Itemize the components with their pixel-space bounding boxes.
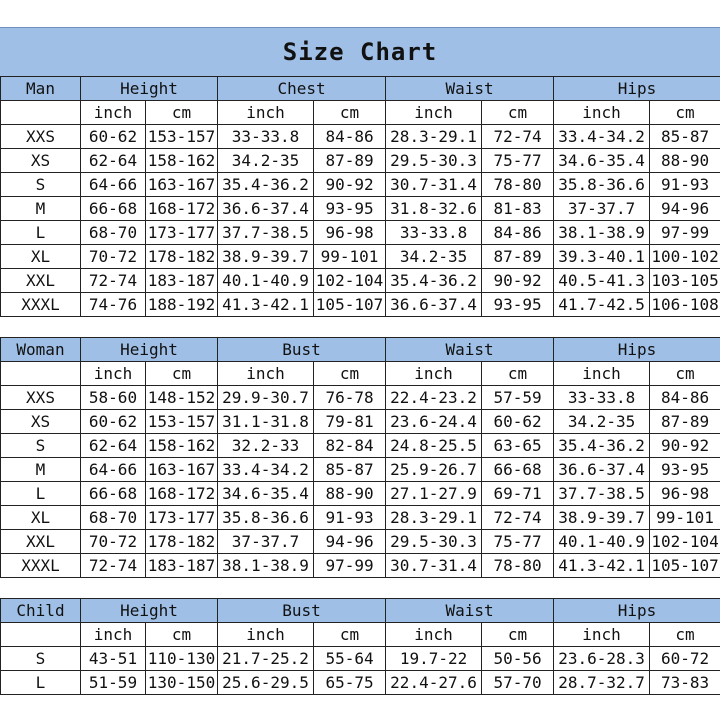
size-label: L (1, 482, 81, 506)
size-label: XL (1, 506, 81, 530)
measurement-cell: 60-62 (81, 125, 146, 149)
measurement-cell: 64-66 (81, 173, 146, 197)
size-row (1, 647, 720, 671)
measurement-cell: 28.3-29.1 (386, 125, 482, 149)
measurement-cell: 90-92 (650, 434, 720, 458)
measurement-cell: 96-98 (314, 221, 386, 245)
measurement-cell: 81-83 (482, 197, 554, 221)
measurement-cell: 82-84 (314, 434, 386, 458)
measurement-cell: 66-68 (482, 458, 554, 482)
measurement-cell: 106-108 (650, 293, 720, 317)
measurement-cell: 85-87 (650, 125, 720, 149)
group-header: Bust (218, 338, 386, 362)
measurement-cell: 40.1-40.9 (218, 269, 314, 293)
size-label: S (1, 434, 81, 458)
measurement-cell: 153-157 (146, 125, 218, 149)
measurement-cell: 72-74 (482, 125, 554, 149)
measurement-cell: 75-77 (482, 149, 554, 173)
unit-inch: inch (386, 101, 482, 125)
unit-cm: cm (650, 362, 720, 386)
measurement-cell: 85-87 (314, 458, 386, 482)
measurement-cell: 68-70 (81, 506, 146, 530)
measurement-cell: 73-83 (650, 671, 720, 695)
unit-cm: cm (482, 623, 554, 647)
measurement-cell: 97-99 (314, 554, 386, 578)
size-row (1, 671, 720, 695)
unit-header-row (1, 101, 720, 125)
empty-cell (1, 362, 81, 386)
section-label: Woman (1, 338, 81, 362)
size-chart (0, 27, 720, 695)
unit-cm: cm (314, 362, 386, 386)
measurement-cell: 38.1-38.9 (554, 221, 650, 245)
measurement-cell: 37.7-38.5 (218, 221, 314, 245)
unit-inch: inch (218, 101, 314, 125)
measurement-cell: 158-162 (146, 149, 218, 173)
section-label: Man (1, 77, 81, 101)
size-label: S (1, 173, 81, 197)
measurement-cell: 66-68 (81, 482, 146, 506)
measurement-cell: 33-33.8 (554, 386, 650, 410)
measurement-cell: 188-192 (146, 293, 218, 317)
measurement-cell: 51-59 (81, 671, 146, 695)
measurement-cell: 168-172 (146, 197, 218, 221)
measurement-cell: 63-65 (482, 434, 554, 458)
size-row (1, 149, 720, 173)
measurement-cell: 74-76 (81, 293, 146, 317)
measurement-cell: 41.3-42.1 (554, 554, 650, 578)
size-label: M (1, 197, 81, 221)
size-label: XS (1, 149, 81, 173)
measurement-cell: 93-95 (314, 197, 386, 221)
measurement-cell: 58-60 (81, 386, 146, 410)
measurement-cell: 25.6-29.5 (218, 671, 314, 695)
measurement-cell: 76-78 (314, 386, 386, 410)
section-label: Child (1, 599, 81, 623)
measurement-cell: 31.8-32.6 (386, 197, 482, 221)
measurement-cell: 97-99 (650, 221, 720, 245)
size-label: XXS (1, 386, 81, 410)
size-label: S (1, 647, 81, 671)
measurement-cell: 62-64 (81, 149, 146, 173)
measurement-cell: 36.6-37.4 (218, 197, 314, 221)
unit-inch: inch (81, 362, 146, 386)
measurement-cell: 57-59 (482, 386, 554, 410)
measurement-cell: 173-177 (146, 506, 218, 530)
group-header: Hips (554, 77, 720, 101)
measurement-cell: 96-98 (650, 482, 720, 506)
measurement-cell: 90-92 (314, 173, 386, 197)
measurement-cell: 25.9-26.7 (386, 458, 482, 482)
measurement-cell: 35.4-36.2 (218, 173, 314, 197)
measurement-cell: 57-70 (482, 671, 554, 695)
chart-title: Size Chart (0, 27, 720, 76)
measurement-cell: 29.5-30.3 (386, 530, 482, 554)
measurement-cell: 94-96 (650, 197, 720, 221)
measurement-cell: 35.8-36.6 (554, 173, 650, 197)
measurement-cell: 35.4-36.2 (386, 269, 482, 293)
measurement-cell: 36.6-37.4 (554, 458, 650, 482)
measurement-cell: 39.3-40.1 (554, 245, 650, 269)
measurement-cell: 35.4-36.2 (554, 434, 650, 458)
size-label: XXS (1, 125, 81, 149)
size-label: M (1, 458, 81, 482)
size-label: XXXL (1, 554, 81, 578)
measurement-cell: 64-66 (81, 458, 146, 482)
measurement-cell: 34.2-35 (218, 149, 314, 173)
measurement-cell: 94-96 (314, 530, 386, 554)
measurement-cell: 34.6-35.4 (218, 482, 314, 506)
measurement-cell: 87-89 (650, 410, 720, 434)
measurement-cell: 23.6-28.3 (554, 647, 650, 671)
measurement-cell: 62-64 (81, 434, 146, 458)
measurement-cell: 87-89 (314, 149, 386, 173)
group-header: Waist (386, 599, 554, 623)
measurement-cell: 24.8-25.5 (386, 434, 482, 458)
section-spacer (1, 317, 720, 338)
measurement-cell: 102-104 (650, 530, 720, 554)
unit-inch: inch (554, 362, 650, 386)
measurement-cell: 105-107 (314, 293, 386, 317)
measurement-cell: 37-37.7 (554, 197, 650, 221)
measurement-cell: 78-80 (482, 173, 554, 197)
measurement-cell: 90-92 (482, 269, 554, 293)
measurement-cell: 110-130 (146, 647, 218, 671)
measurement-cell: 148-152 (146, 386, 218, 410)
measurement-cell: 37-37.7 (218, 530, 314, 554)
measurement-cell: 32.2-33 (218, 434, 314, 458)
measurement-cell: 88-90 (314, 482, 386, 506)
unit-inch: inch (218, 623, 314, 647)
section-spacer (1, 578, 720, 599)
empty-cell (1, 101, 81, 125)
measurement-cell: 72-74 (81, 269, 146, 293)
group-header: Waist (386, 338, 554, 362)
measurement-cell: 28.3-29.1 (386, 506, 482, 530)
size-row (1, 434, 720, 458)
group-header: Height (81, 599, 218, 623)
measurement-cell: 27.1-27.9 (386, 482, 482, 506)
measurement-cell: 84-86 (650, 386, 720, 410)
unit-inch: inch (81, 623, 146, 647)
measurement-cell: 173-177 (146, 221, 218, 245)
measurement-cell: 66-68 (81, 197, 146, 221)
measurement-cell: 22.4-27.6 (386, 671, 482, 695)
group-header-row (1, 599, 720, 623)
spacer-cell (1, 317, 720, 338)
measurement-cell: 105-107 (650, 554, 720, 578)
group-header: Chest (218, 77, 386, 101)
measurement-cell: 163-167 (146, 458, 218, 482)
measurement-cell: 93-95 (482, 293, 554, 317)
unit-cm: cm (314, 623, 386, 647)
unit-cm: cm (146, 362, 218, 386)
group-header: Waist (386, 77, 554, 101)
empty-cell (1, 623, 81, 647)
measurement-cell: 35.8-36.6 (218, 506, 314, 530)
measurement-cell: 158-162 (146, 434, 218, 458)
measurement-cell: 60-62 (81, 410, 146, 434)
measurement-cell: 84-86 (482, 221, 554, 245)
unit-inch: inch (386, 623, 482, 647)
size-row (1, 245, 720, 269)
measurement-cell: 99-101 (314, 245, 386, 269)
size-row (1, 173, 720, 197)
measurement-cell: 38.9-39.7 (218, 245, 314, 269)
size-label: XL (1, 245, 81, 269)
measurement-cell: 50-56 (482, 647, 554, 671)
measurement-cell: 29.9-30.7 (218, 386, 314, 410)
measurement-cell: 33-33.8 (218, 125, 314, 149)
size-label: XXXL (1, 293, 81, 317)
group-header: Hips (554, 338, 720, 362)
measurement-cell: 70-72 (81, 245, 146, 269)
size-label: XXL (1, 530, 81, 554)
measurement-cell: 43-51 (81, 647, 146, 671)
measurement-cell: 22.4-23.2 (386, 386, 482, 410)
measurement-cell: 60-72 (650, 647, 720, 671)
unit-inch: inch (386, 362, 482, 386)
measurement-cell: 68-70 (81, 221, 146, 245)
size-row (1, 506, 720, 530)
measurement-cell: 34.6-35.4 (554, 149, 650, 173)
group-header-row (1, 338, 720, 362)
unit-cm: cm (482, 101, 554, 125)
measurement-cell: 33-33.8 (386, 221, 482, 245)
size-row (1, 530, 720, 554)
group-header-row (1, 77, 720, 101)
measurement-cell: 69-71 (482, 482, 554, 506)
measurement-cell: 72-74 (81, 554, 146, 578)
size-row (1, 410, 720, 434)
measurement-cell: 23.6-24.4 (386, 410, 482, 434)
measurement-cell: 130-150 (146, 671, 218, 695)
size-row (1, 386, 720, 410)
unit-cm: cm (650, 101, 720, 125)
measurement-cell: 91-93 (650, 173, 720, 197)
size-row (1, 458, 720, 482)
measurement-cell: 21.7-25.2 (218, 647, 314, 671)
size-row (1, 197, 720, 221)
group-header: Bust (218, 599, 386, 623)
size-row (1, 482, 720, 506)
measurement-cell: 41.3-42.1 (218, 293, 314, 317)
measurement-cell: 72-74 (482, 506, 554, 530)
measurement-cell: 75-77 (482, 530, 554, 554)
measurement-cell: 30.7-31.4 (386, 173, 482, 197)
size-label: L (1, 221, 81, 245)
measurement-cell: 29.5-30.3 (386, 149, 482, 173)
unit-cm: cm (314, 101, 386, 125)
measurement-cell: 30.7-31.4 (386, 554, 482, 578)
measurement-cell: 19.7-22 (386, 647, 482, 671)
size-row (1, 221, 720, 245)
measurement-cell: 79-81 (314, 410, 386, 434)
measurement-cell: 33.4-34.2 (554, 125, 650, 149)
group-header: Hips (554, 599, 720, 623)
measurement-cell: 84-86 (314, 125, 386, 149)
measurement-cell: 40.1-40.9 (554, 530, 650, 554)
measurement-cell: 70-72 (81, 530, 146, 554)
measurement-cell: 103-105 (650, 269, 720, 293)
measurement-cell: 55-64 (314, 647, 386, 671)
unit-cm: cm (482, 362, 554, 386)
spacer-cell (1, 578, 720, 599)
measurement-cell: 87-89 (482, 245, 554, 269)
unit-inch: inch (81, 101, 146, 125)
size-table (0, 76, 720, 695)
measurement-cell: 33.4-34.2 (218, 458, 314, 482)
measurement-cell: 88-90 (650, 149, 720, 173)
unit-cm: cm (146, 101, 218, 125)
unit-inch: inch (218, 362, 314, 386)
size-row (1, 269, 720, 293)
size-label: XS (1, 410, 81, 434)
measurement-cell: 28.7-32.7 (554, 671, 650, 695)
measurement-cell: 183-187 (146, 269, 218, 293)
measurement-cell: 31.1-31.8 (218, 410, 314, 434)
measurement-cell: 183-187 (146, 554, 218, 578)
measurement-cell: 60-62 (482, 410, 554, 434)
size-row (1, 554, 720, 578)
measurement-cell: 40.5-41.3 (554, 269, 650, 293)
unit-inch: inch (554, 101, 650, 125)
size-label: XXL (1, 269, 81, 293)
measurement-cell: 41.7-42.5 (554, 293, 650, 317)
measurement-cell: 34.2-35 (386, 245, 482, 269)
measurement-cell: 38.9-39.7 (554, 506, 650, 530)
measurement-cell: 99-101 (650, 506, 720, 530)
size-row (1, 125, 720, 149)
group-header: Height (81, 338, 218, 362)
measurement-cell: 93-95 (650, 458, 720, 482)
measurement-cell: 102-104 (314, 269, 386, 293)
size-row (1, 293, 720, 317)
measurement-cell: 153-157 (146, 410, 218, 434)
measurement-cell: 178-182 (146, 245, 218, 269)
unit-header-row (1, 623, 720, 647)
measurement-cell: 34.2-35 (554, 410, 650, 434)
measurement-cell: 78-80 (482, 554, 554, 578)
group-header: Height (81, 77, 218, 101)
measurement-cell: 37.7-38.5 (554, 482, 650, 506)
measurement-cell: 36.6-37.4 (386, 293, 482, 317)
measurement-cell: 168-172 (146, 482, 218, 506)
unit-cm: cm (146, 623, 218, 647)
measurement-cell: 100-102 (650, 245, 720, 269)
measurement-cell: 91-93 (314, 506, 386, 530)
unit-cm: cm (650, 623, 720, 647)
measurement-cell: 65-75 (314, 671, 386, 695)
size-label: L (1, 671, 81, 695)
measurement-cell: 178-182 (146, 530, 218, 554)
measurement-cell: 163-167 (146, 173, 218, 197)
measurement-cell: 38.1-38.9 (218, 554, 314, 578)
unit-header-row (1, 362, 720, 386)
unit-inch: inch (554, 623, 650, 647)
